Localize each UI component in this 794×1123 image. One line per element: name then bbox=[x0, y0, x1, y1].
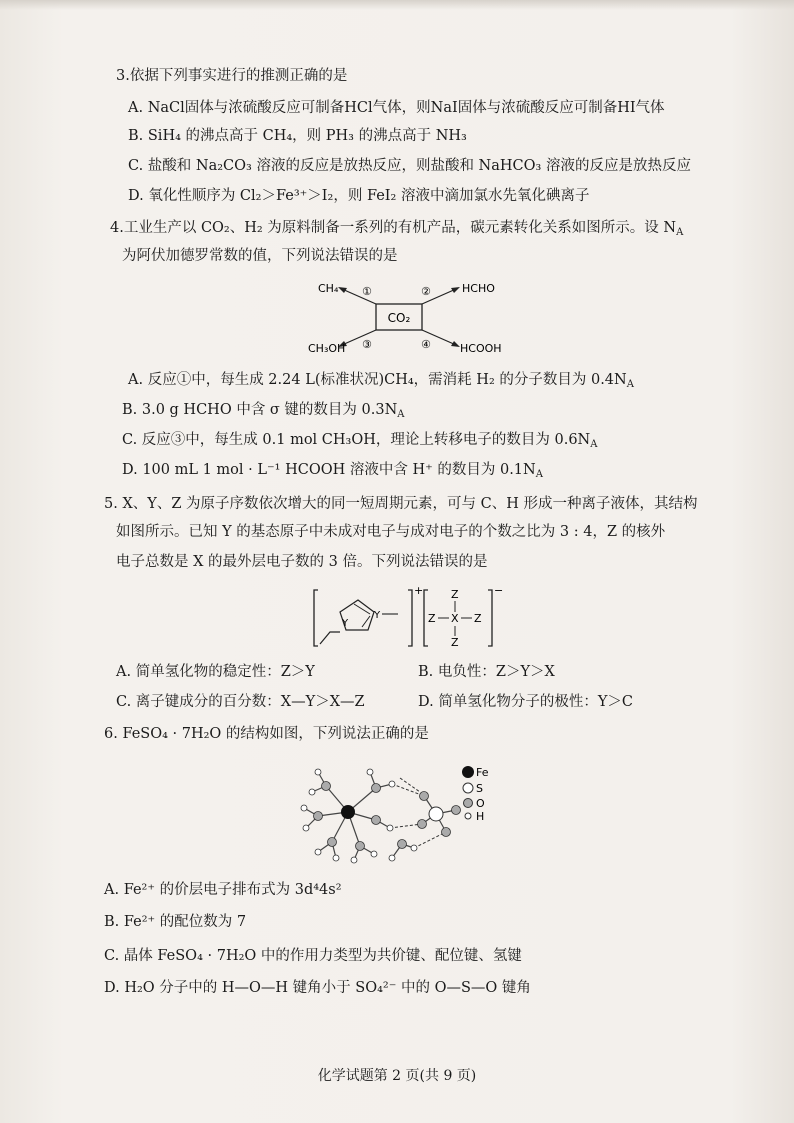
q5-option-c: C. 离子键成分的百分数：X—Y＞X—Z bbox=[116, 694, 365, 710]
legend-h: H bbox=[476, 810, 485, 823]
fe-atom bbox=[341, 805, 355, 819]
step-4-label: ④ bbox=[421, 338, 431, 351]
q3-option-a: A. NaCl固体与浓硫酸反应可制备HCl气体，则NaI固体与浓硫酸反应可制备HI气体 bbox=[128, 100, 665, 116]
q3-option-c: C. 盐酸和 Na₂CO₃ 溶液的反应是放热反应，则盐酸和 NaHCO₃ 溶液的反应是放热反应 bbox=[128, 158, 691, 174]
q5-option-b: B. 电负性：Z＞Y＞X bbox=[418, 664, 555, 680]
q5-stem-line3: 电子总数是 X 的最外层电子数的 3 倍。下列说法错误的是 bbox=[116, 554, 488, 570]
q5-stem-line2: 如图所示。已知 Y 的基态原子中未成对电子与成对电子的个数之比为 3 : 4，Z 的核外 bbox=[116, 524, 666, 540]
q5-option-a: A. 简单氢化物的稳定性：Z＞Y bbox=[116, 664, 315, 680]
feso4-7h2o-structure bbox=[296, 758, 526, 864]
ring-y2-label: Y bbox=[374, 610, 381, 621]
anion-charge: − bbox=[494, 584, 504, 597]
top-edge-shadow bbox=[0, 0, 794, 10]
q4-option-b: B. 3.0 g HCHO 中含 σ 键的数目为 $0.3N_A$ bbox=[122, 402, 405, 420]
carbon-conversion-diagram bbox=[308, 276, 518, 360]
hcooh-label: HCOOH bbox=[460, 342, 502, 355]
q4-stem-line2: 为阿伏加德罗常数的值，下列说法错误的是 bbox=[122, 248, 398, 264]
q6-stem: 6. FeSO₄ · 7H₂O 的结构如图，下列说法正确的是 bbox=[104, 726, 429, 742]
z-left: Z bbox=[428, 612, 436, 625]
q3-option-d: D. 氧化性顺序为 Cl₂＞Fe³⁺＞I₂，则 FeI₂ 溶液中滴加氯水先氧化碘离子 bbox=[128, 188, 590, 204]
q6-option-b: B. Fe²⁺ 的配位数为 7 bbox=[104, 914, 247, 930]
ring-y1-label: Y bbox=[342, 618, 349, 629]
ch4-label: CH₄ bbox=[318, 282, 339, 295]
q5-stem-line1: 5. X、Y、Z 为原子序数依次增大的同一短周期元素，可与 C、H 形成一种离子液体，其结构 bbox=[104, 496, 698, 512]
step-3-label: ③ bbox=[362, 338, 372, 351]
x-center: X bbox=[451, 612, 459, 625]
q3-option-b: B. SiH₄ 的沸点高于 CH₄，则 PH₃ 的沸点高于 NH₃ bbox=[128, 128, 467, 144]
step-1-label: ① bbox=[362, 285, 372, 298]
q4-stem-line1: 4.工业生产以 CO₂、H₂ 为原料制备一系列的有机产品，碳元素转化关系如图所示。设 $N_A$ bbox=[110, 220, 684, 238]
q4-option-a: A. 反应①中，每生成 2.24 L(标准状况)CH₄，需消耗 H₂ 的分子数目为 $0.4N_A$ bbox=[128, 372, 634, 390]
z-top: Z bbox=[451, 588, 459, 601]
legend-o: O bbox=[476, 797, 485, 810]
legend-s: S bbox=[476, 782, 483, 795]
q3-stem: 3.依据下列事实进行的推测正确的是 bbox=[116, 68, 348, 84]
q6-option-a: A. Fe²⁺ 的价层电子排布式为 3d⁴4s² bbox=[104, 882, 342, 898]
ch3oh-label: CH₃OH bbox=[308, 342, 346, 355]
hcho-label: HCHO bbox=[462, 282, 495, 295]
ionic-liquid-structure bbox=[310, 584, 506, 654]
q4-option-c: C. 反应③中，每生成 0.1 mol CH₃OH，理论上转移电子的数目为 $0.6N_A$ bbox=[122, 432, 598, 450]
legend-fe: Fe bbox=[476, 766, 489, 779]
q6-option-c: C. 晶体 FeSO₄ · 7H₂O 中的作用力类型为共价键、配位键、氢键 bbox=[104, 948, 522, 964]
page-footer: 化学试题第 2 页(共 9 页) bbox=[317, 1068, 477, 1084]
cation-charge: + bbox=[414, 584, 424, 597]
step-2-label: ② bbox=[421, 285, 431, 298]
z-right: Z bbox=[474, 612, 482, 625]
z-bottom: Z bbox=[451, 636, 459, 649]
q5-option-d: D. 简单氢化物分子的极性：Y＞C bbox=[418, 694, 633, 710]
s-atom bbox=[429, 807, 443, 821]
q6-option-d: D. H₂O 分子中的 H—O—H 键角小于 SO₄²⁻ 中的 O—S—O 键角 bbox=[104, 980, 531, 996]
q4-option-d: D. 100 mL 1 mol · L⁻¹ HCOOH 溶液中含 H⁺ 的数目为 $0.1N_A$ bbox=[122, 462, 543, 480]
co2-label: CO₂ bbox=[387, 311, 411, 325]
